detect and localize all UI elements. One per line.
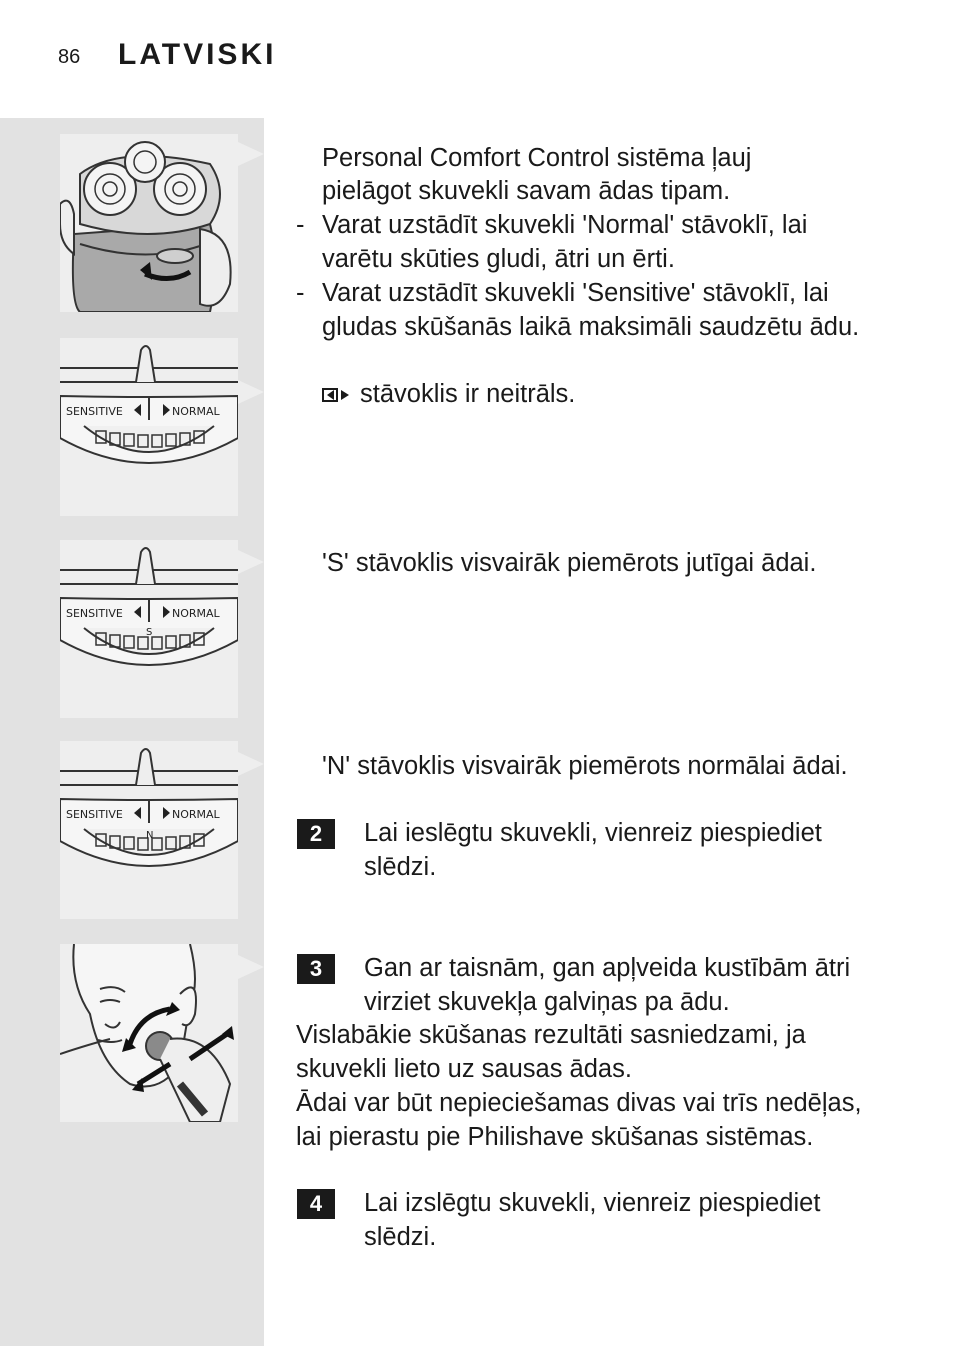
dial-neutral-illustration bbox=[60, 338, 238, 516]
page-title: LATVISKI bbox=[118, 38, 277, 71]
step-number-3: 3 bbox=[297, 954, 335, 984]
svg-text:NORMAL: NORMAL bbox=[172, 405, 220, 418]
step4-line-2: slēdzi. bbox=[364, 1223, 437, 1251]
bullet-dash: - bbox=[296, 211, 305, 239]
page-number: 86 bbox=[58, 46, 81, 68]
bullet1-line-1: Varat uzstādīt skuvekli 'Normal' stāvoklī, lai bbox=[322, 211, 808, 239]
bullet2-line-1: Varat uzstādīt skuvekli 'Sensitive' stāvoklī, lai bbox=[322, 279, 829, 307]
svg-text:NORMAL: NORMAL bbox=[172, 607, 220, 620]
intro-line-2: pielāgot skuvekli savam ādas tipam. bbox=[322, 177, 731, 205]
n-position-text: 'N' stāvoklis visvairāk piemērots normālai ādai. bbox=[322, 752, 848, 780]
figure-pointer bbox=[238, 955, 264, 979]
intro-line-1: Personal Comfort Control sistēma ļauj bbox=[322, 144, 752, 172]
svg-text:SENSITIVE: SENSITIVE bbox=[66, 607, 123, 620]
step-number-2: 2 bbox=[297, 819, 335, 849]
dial-sensitive-illustration bbox=[60, 540, 238, 718]
step-number-4: 4 bbox=[297, 1189, 335, 1219]
svg-text:N: N bbox=[146, 830, 154, 841]
step3-line-2: virziet skuvekļa galviņas pa ādu. bbox=[364, 988, 730, 1016]
svg-text:NORMAL: NORMAL bbox=[172, 808, 220, 821]
neutral-symbol-icon bbox=[322, 379, 352, 413]
figure-pointer bbox=[238, 550, 264, 574]
paragraph1-line-1: Vislabākie skūšanas rezultāti sasniedzami, ja bbox=[296, 1021, 806, 1049]
bullet1-line-2: varētu skūties gludi, ātri un ērti. bbox=[322, 245, 675, 273]
neutral-text: stāvoklis ir neitrāls. bbox=[360, 380, 576, 408]
neutral-position-text bbox=[322, 378, 575, 412]
figure-pointer bbox=[238, 380, 264, 404]
step4-line-1: Lai izslēgtu skuvekli, vienreiz piespiediet bbox=[364, 1189, 821, 1217]
step2-line-1: Lai ieslēgtu skuvekli, vienreiz piespiediet bbox=[364, 819, 822, 847]
paragraph2-line-2: lai pierastu pie Philishave skūšanas sistēmas. bbox=[296, 1123, 814, 1151]
svg-text:SENSITIVE: SENSITIVE bbox=[66, 405, 123, 418]
svg-text:SENSITIVE: SENSITIVE bbox=[66, 808, 123, 821]
bullet-dash: - bbox=[296, 279, 305, 307]
paragraph1-line-2: skuvekli lieto uz sausas ādas. bbox=[296, 1055, 632, 1083]
figure-pointer bbox=[238, 752, 264, 776]
figure-pointer bbox=[238, 142, 264, 166]
dial-normal-illustration bbox=[60, 741, 238, 919]
step3-line-1: Gan ar taisnām, gan apļveida kustībām ātri bbox=[364, 954, 851, 982]
paragraph2-line-1: Ādai var būt nepieciešamas divas vai trīs nedēļas, bbox=[296, 1089, 862, 1117]
bullet2-line-2: gludas skūšanās laikā maksimāli saudzētu ādu. bbox=[322, 313, 860, 341]
shaver-head-illustration bbox=[60, 134, 238, 312]
shaving-face-illustration bbox=[60, 944, 238, 1122]
svg-text:S: S bbox=[146, 627, 153, 638]
s-position-text: 'S' stāvoklis visvairāk piemērots jutīgai ādai. bbox=[322, 549, 817, 577]
step2-line-2: slēdzi. bbox=[364, 853, 437, 881]
